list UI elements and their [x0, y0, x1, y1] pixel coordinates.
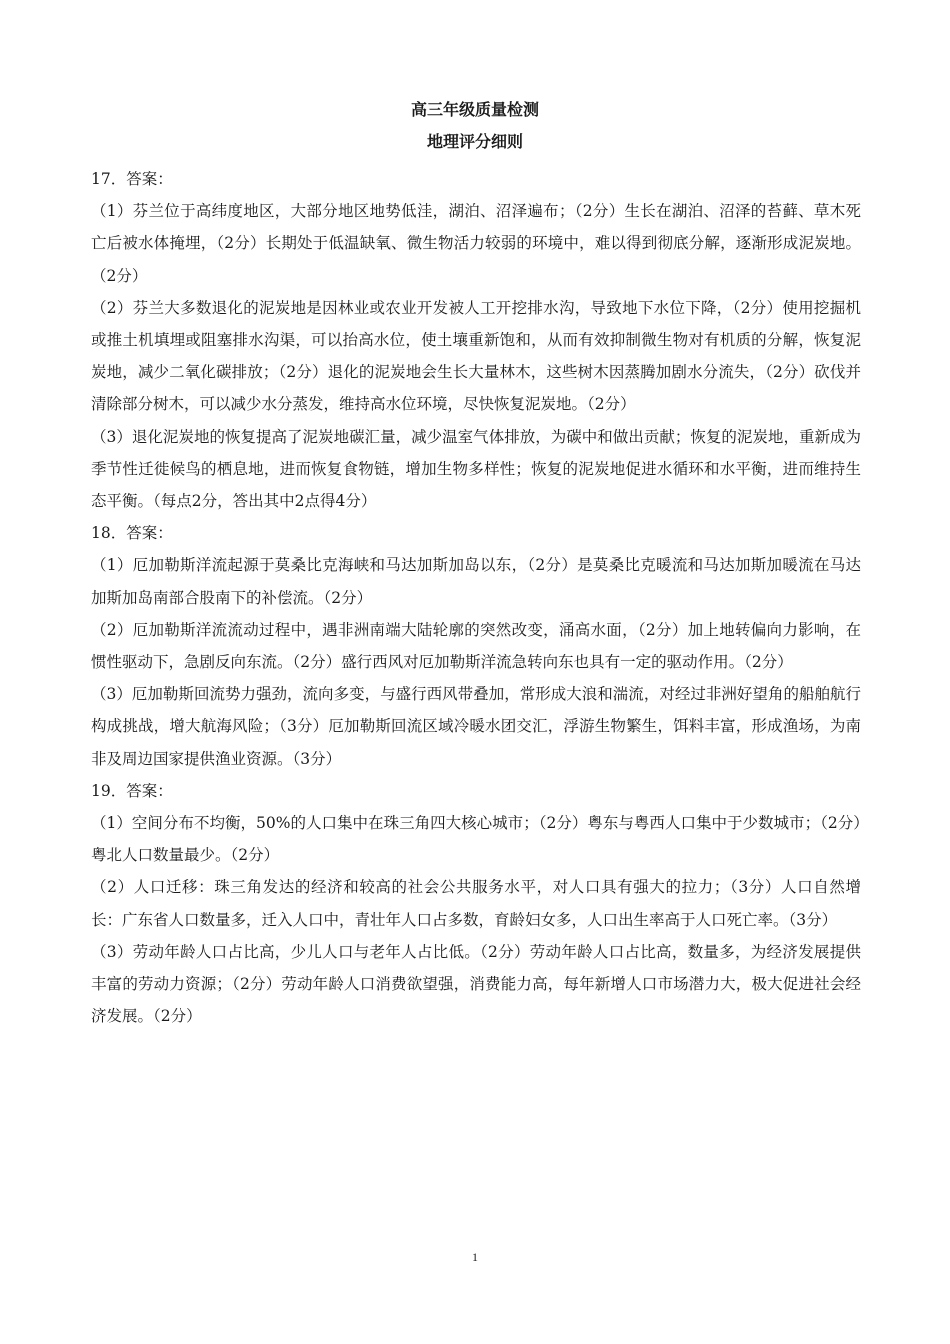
page-title: 高三年级质量检测: [410, 100, 539, 119]
answer-paragraph: （1）芬兰位于高纬度地区，大部分地区地势低洼，湖泊、沼泽遍布；（2分）生长在湖泊、沼泽的苔藓、草木死亡后被水体掩埋，（2分）长期处于低温缺氧、微生物活力较弱的环境中，难以得到彻底分解，逐渐形成泥炭地。（2分）: [91, 202, 861, 285]
answer-paragraph: （2）厄加勒斯洋流流动过程中，遇非洲南端大陆轮廓的突然改变，涌高水面，（2分）加上地转偏向力影响，在惯性驱动下，急剧反向东流。（2分）盛行西风对厄加勒斯洋流急转向东也具有一定的驱动作用。（2分）: [91, 620, 861, 672]
answer-paragraph: （1）空间分布不均衡，50%的人口集中在珠三角四大核心城市；（2分）粤东与粤西人口集中于少数城市；（2分）粤北人口数量最少。（2分）: [91, 814, 861, 865]
question-heading: 19．答案：: [91, 781, 173, 800]
answer-paragraph: （3）劳动年龄人口占比高，少儿人口与老年人占比低。（2分）劳动年龄人口占比高，数量多，为经济发展提供丰富的劳动力资源；（2分）劳动年龄人口消费欲望强，消费能力高，每年新增人口市场潜力大，极大促进社会经济发展。（2分）: [91, 942, 861, 1026]
page-number: 1: [472, 1250, 478, 1264]
answer-content: [91, 163, 861, 1032]
answer-paragraph: （2）芬兰大多数退化的泥炭地是因林业或农业开发被人工开挖排水沟，导致地下水位下降，（2分）使用挖掘机或推土机填埋或阻塞排水沟渠，可以抬高水位，使土壤重新饱和，从而有效抑制微生物对有机质的分解，恢复泥炭地，减少二氧化碳排放；（2分）退化的泥炭地会生长大量林木，这些树木因蒸腾加剧水分流失，（2分）砍伐并清除部分树木，可以减少水分蒸发，维持高水位环境，尽快恢复泥炭地。（2分）: [91, 298, 861, 414]
question-heading: 17．答案：: [91, 170, 173, 188]
question-19: [91, 775, 861, 1033]
question-heading: 18．答案：: [91, 524, 173, 543]
page-subtitle: 地理评分细则: [426, 132, 523, 151]
question-18: [91, 517, 861, 775]
answer-paragraph: （3）厄加勒斯回流势力强劲，流向多变，与盛行西风带叠加，常形成大浪和湍流，对经过非洲好望角的船舶航行构成挑战，增大航海风险；（3分）厄加勒斯回流区域冷暖水团交汇，浮游生物繁生，饵料丰富，形成渔场，为南非及周边国家提供渔业资源。（3分）: [91, 685, 861, 768]
answer-paragraph: （3）退化泥炭地的恢复提高了泥炭地碳汇量，减少温室气体排放，为碳中和做出贡献；恢复的泥炭地，重新成为季节性迁徙候鸟的栖息地，进而恢复食物链，增加生物多样性；恢复的泥炭地促进水循环和水平衡，进而维持生态平衡。（每点2分，答出其中2点得4分）: [91, 427, 861, 511]
answer-paragraph: （2）人口迁移：珠三角发达的经济和较高的社会公共服务水平，对人口具有强大的拉力；（3分）人口自然增长：广东省人口数量多，迁入人口中，青壮年人口占多数，育龄妇女多，人口出生率高于人口死亡率。（3分）: [91, 878, 861, 929]
question-17: [91, 163, 861, 517]
answer-paragraph: （1）厄加勒斯洋流起源于莫桑比克海峡和马达加斯加岛以东，（2分）是莫桑比克暖流和马达加斯加暖流在马达加斯加岛南部合股南下的补偿流。（2分）: [91, 556, 861, 607]
